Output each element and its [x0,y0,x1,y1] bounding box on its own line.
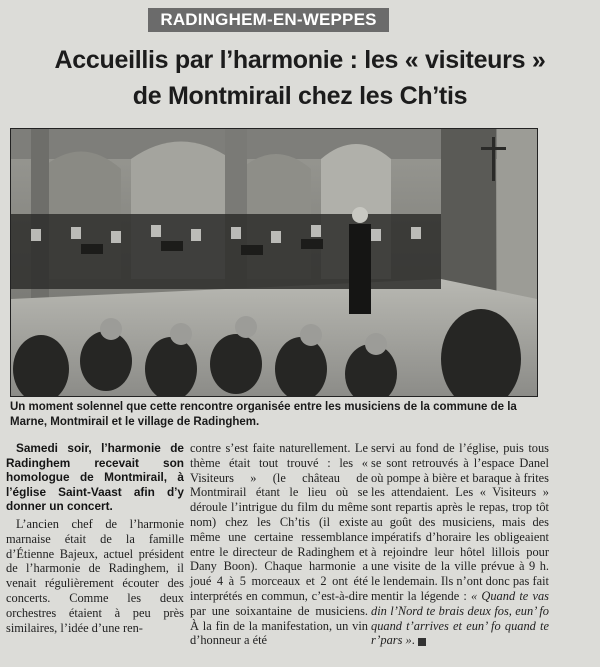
legend-quote: « Quand te vas din l’Nord te brais deux fos, eun’ fo quand t’arrives et eun’ fo quand te r’pars » [371,588,549,648]
headline-line-1: Accueillis par l’harmonie : les « visiteurs » [54,46,546,74]
article-headline [0,42,600,114]
headline-line-2: de Montmirail chez les Ch’tis [132,82,468,110]
column-1-text: L’ancien chef de l’harmonie marnaise était de la famille d’Étienne Bajeux, actuel président de l’harmonie de Radinghem, il venait régulièrement écouter des concerts. Comme les deux orchestres étaient à peu près similaires, l’idée d’une ren- [6,516,184,635]
column-3-tail: . [411,633,415,648]
concert-photo-illustration [11,129,537,396]
article-column-3 [371,441,549,648]
article-column-2 [190,441,368,648]
article-lead: Samedi soir, l’harmonie de Radinghem recevait son homologue de Montmirail, à l’église Saint-Vaast afin d’y donner un concert. [6,441,184,514]
column-3-text: servi au fond de l’église, puis tous se sont retrouvés à l’espace Danel où pompe à bière et baraque à frites les attendaient. Les « Visiteurs » sont repartis après le repas, trop tôt au goût des musiciens, mais des impératifs d’horaire les obligeaient à rejoindre leur hôtel lillois pour une visite de la ville prévue à 9 h. le lendemain. Ils n’ont donc pas fait mentir la légende : [371,441,549,603]
article-column-1 [6,441,184,635]
photo-caption: Un moment solennel que cette rencontre organisée entre les musiciens de la commune de la Marne, Montmirail et le village de Radinghem. [10,401,517,428]
column-3-paragraph [371,441,549,648]
end-of-article-mark [418,638,426,646]
column-2-text: contre s’est faite naturellement. Le thème était tout trouvé : les « Visiteurs » (le château de Montmirail étant le lieu où se déroule l’intrigue du film du même nom) chez les Ch’tis (il existe même une certaine ressemblance entre le directeur de Radinghem et Dany Boon). Chaque harmonie a joué 4 à 5 morceaux et 2 ont été interprétés en commun, c’est-à-dire par une soixantaine de musiciens. À la fin de la manifestation, un vin d’honneur a été [190,441,368,648]
section-kicker: RADINGHEM-EN-WEPPES [148,8,389,32]
concert-photo [10,128,538,397]
